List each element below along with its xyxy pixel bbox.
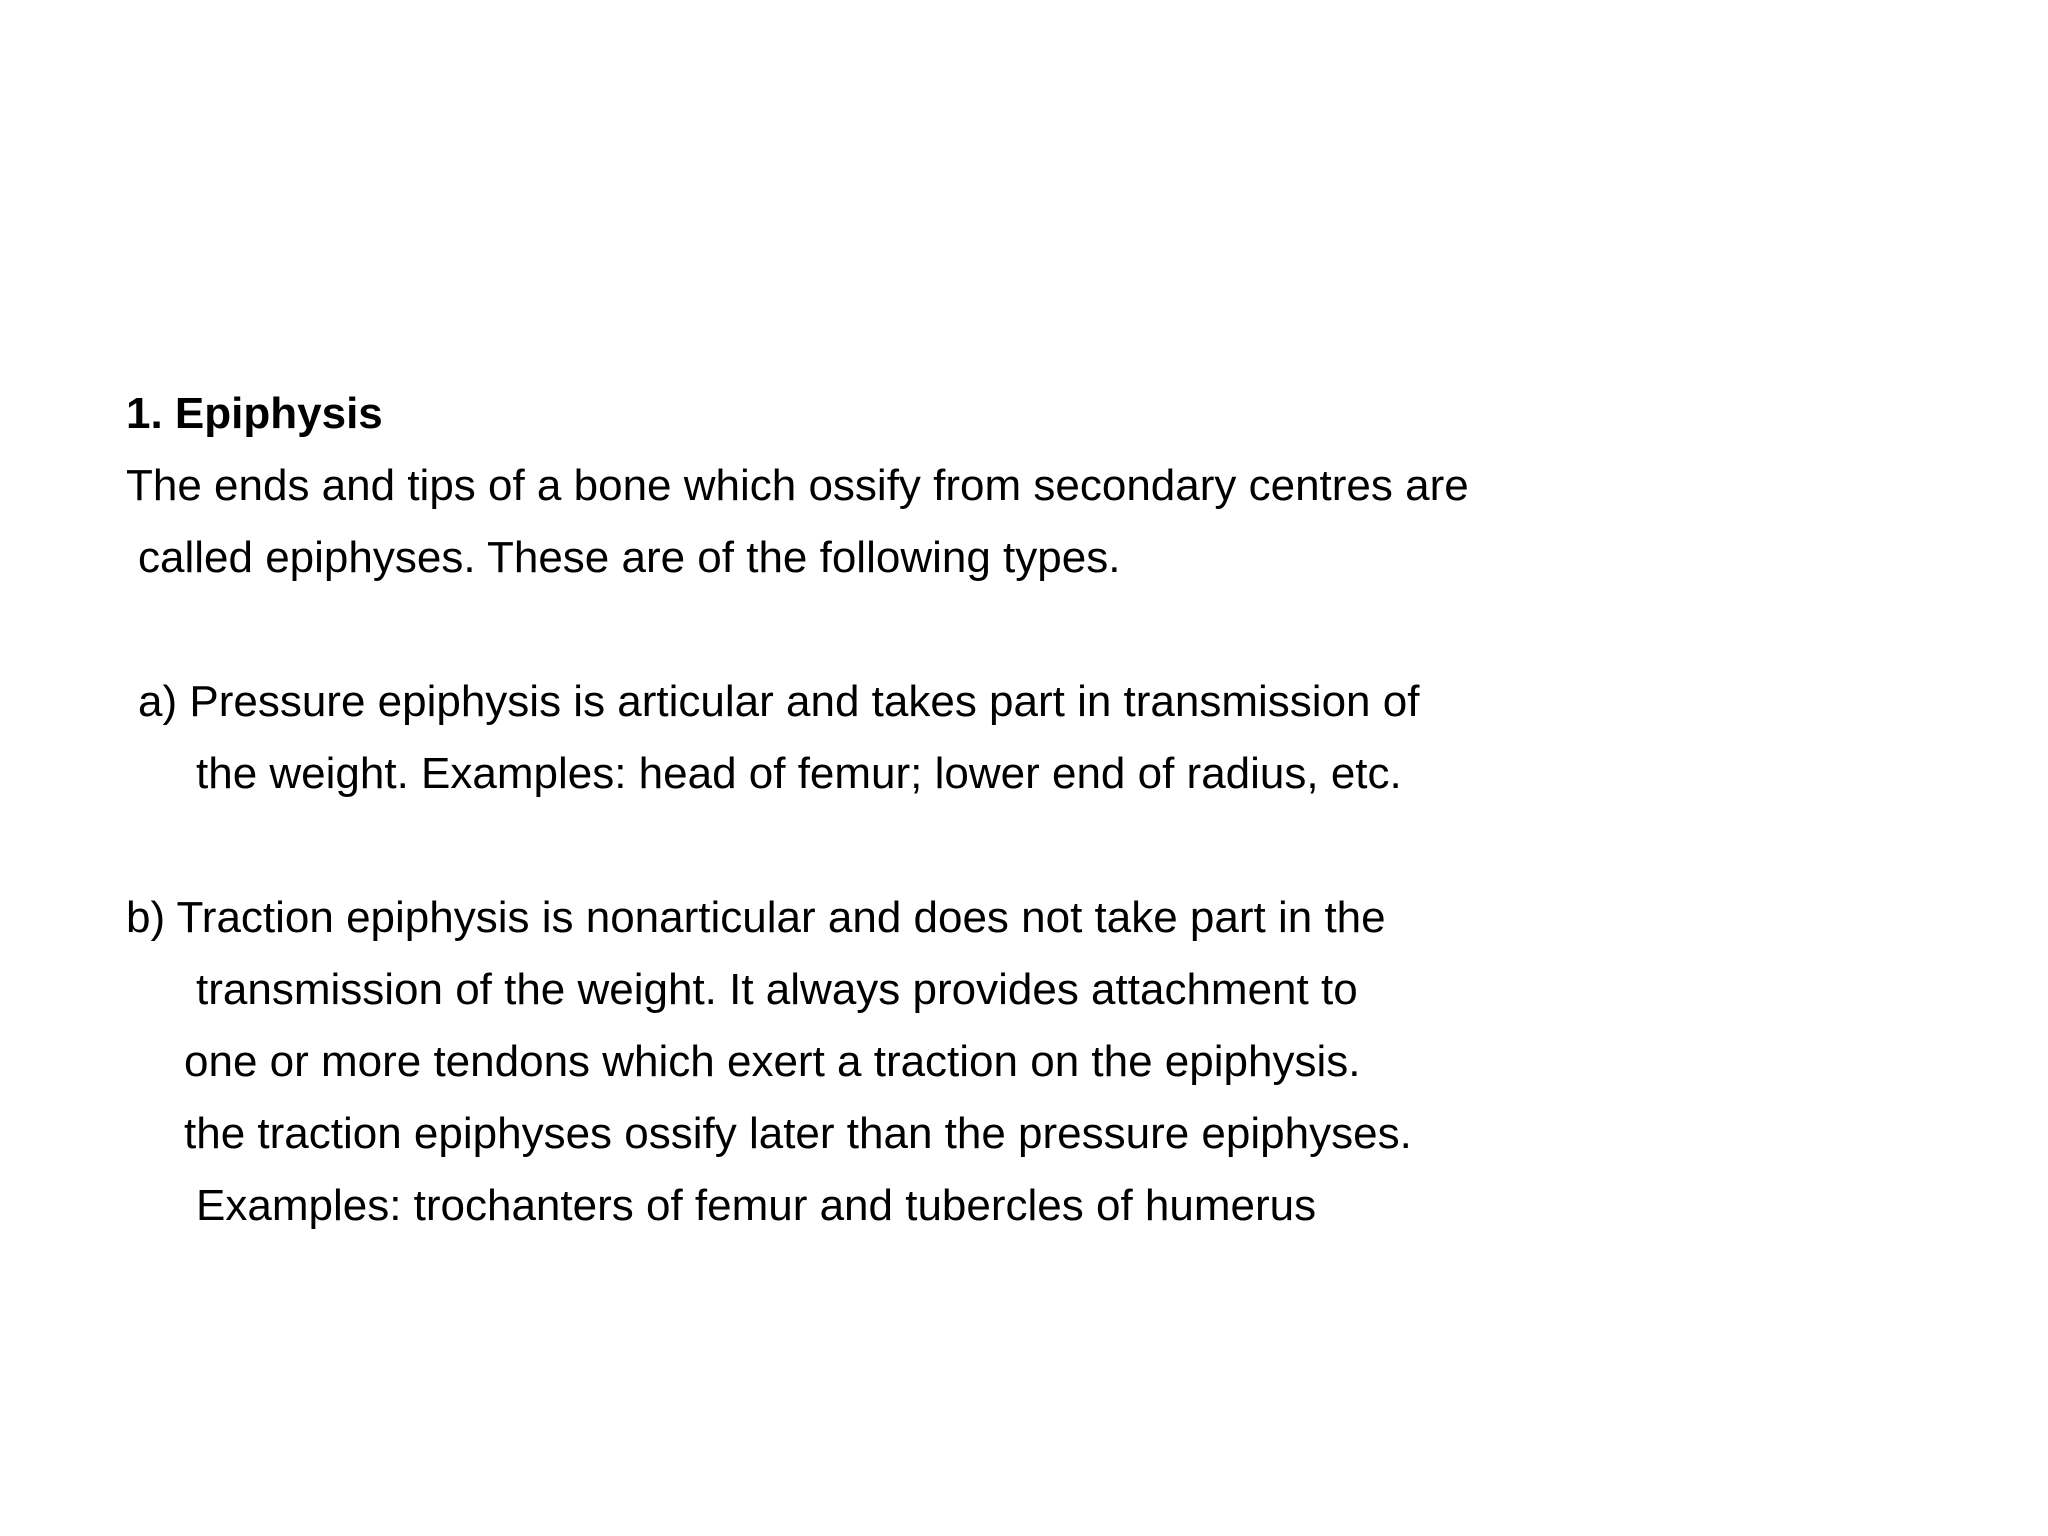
type-b-line-4: the traction epiphyses ossify later than the pressure epiphyses. bbox=[184, 1109, 1412, 1158]
type-a-line-1: a) Pressure epiphysis is articular and takes part in transmission of bbox=[138, 677, 1420, 726]
spacer bbox=[126, 810, 1926, 882]
type-a-line-2: the weight. Examples: head of femur; lower end of radius, etc. bbox=[196, 749, 1402, 798]
type-b-line-3: one or more tendons which exert a traction on the epiphysis. bbox=[184, 1037, 1361, 1086]
type-b-line-1: b) Traction epiphysis is nonarticular and does not take part in the bbox=[126, 893, 1386, 942]
type-b-line-5: Examples: trochanters of femur and tubercles of humerus bbox=[196, 1181, 1317, 1230]
section-heading: 1. Epiphysis bbox=[126, 389, 383, 438]
intro-line-1: The ends and tips of a bone which ossify from secondary centres are bbox=[126, 461, 1469, 510]
spacer bbox=[126, 594, 1926, 666]
epiphysis-text-block bbox=[126, 378, 1926, 1242]
intro-line-2: called epiphyses. These are of the following types. bbox=[138, 533, 1121, 582]
type-b-line-2: transmission of the weight. It always provides attachment to bbox=[196, 965, 1358, 1014]
